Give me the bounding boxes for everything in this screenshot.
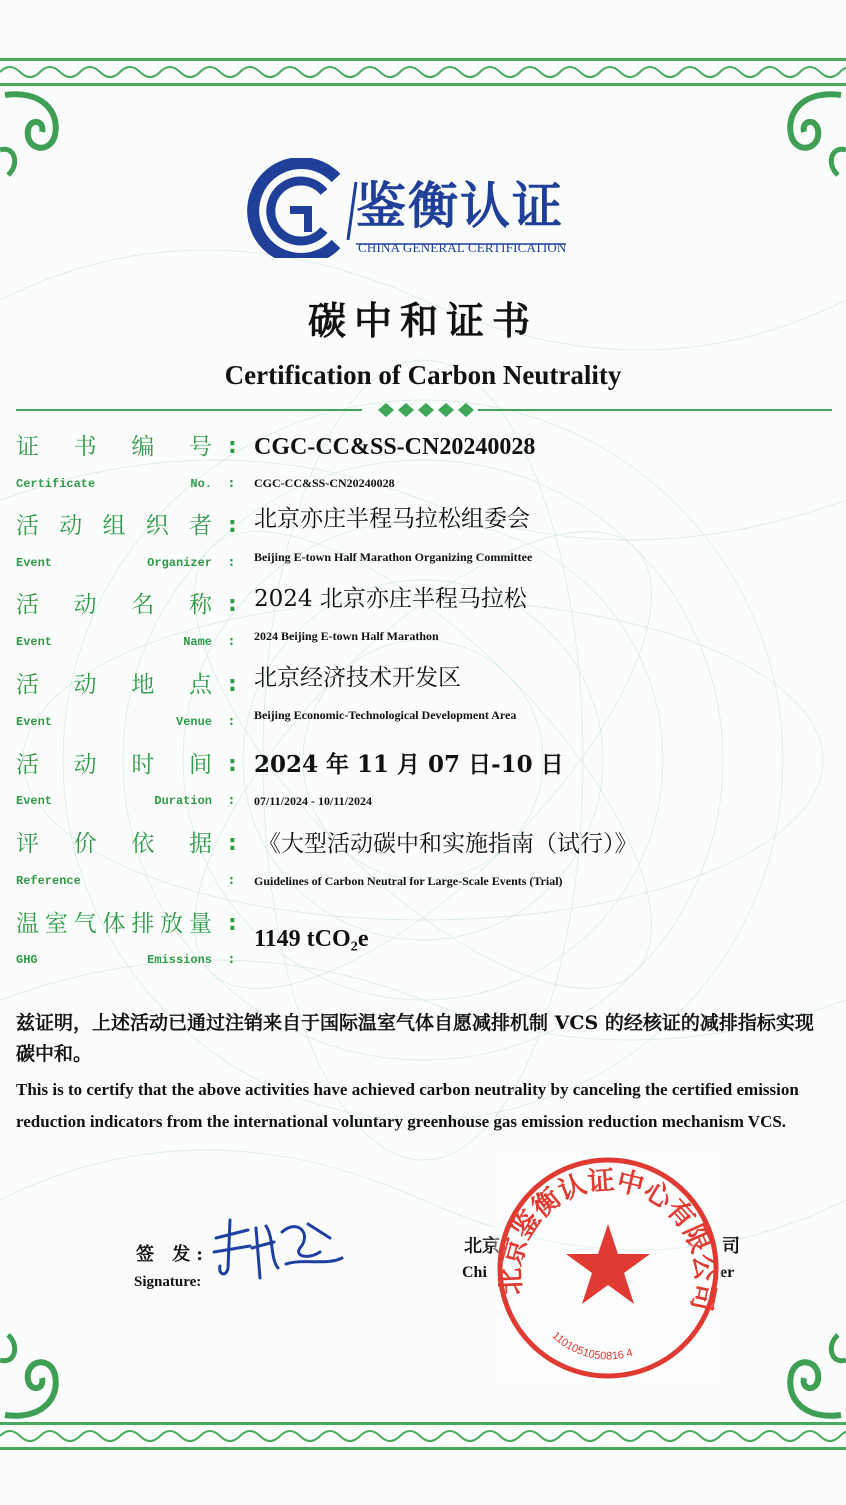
colon: : (229, 555, 234, 569)
field-value: 《大型活动碳中和实施指南（试行）》 (258, 831, 638, 857)
field-label-english: Event Venue (16, 715, 212, 729)
corner-ornament-top-right (756, 90, 846, 180)
field-value: 2024 年 11 月 07 日-10 日 (254, 751, 564, 778)
issuer-name-chinese-start: 北京 (464, 1236, 500, 1257)
corner-ornament-top-left (0, 90, 90, 180)
logo-name-english: CHINA GENERAL CERTIFICATION (358, 240, 567, 255)
handwritten-signature (208, 1208, 348, 1288)
field-label-chinese: 评价依据 (16, 831, 212, 857)
field-label-english: Certificate No. (16, 477, 212, 491)
field-value-english: Guidelines of Carbon Neutral for Large-Scale Events (Trial) (254, 874, 563, 888)
field-value-english: CGC-CC&SS-CN20240028 (254, 476, 395, 490)
field-value-english: Beijing E-town Half Marathon Organizing Committee (254, 550, 533, 564)
field-value-english: 07/11/2024 - 10/11/2024 (254, 794, 373, 808)
field-label-english: GHG Emissions (16, 953, 212, 967)
field-label-chinese: 活动组织者 (16, 513, 212, 539)
colon: : (228, 752, 237, 777)
issuer-name-english-end: er (720, 1264, 735, 1281)
colon: : (229, 873, 234, 887)
field-label-chinese: 活动时间 (16, 752, 212, 778)
colon: : (228, 831, 237, 856)
colon: : (229, 714, 234, 728)
colon: : (228, 911, 237, 936)
official-red-seal (494, 1154, 722, 1382)
field-label-english: Event Duration (16, 794, 212, 808)
certification-statement-english: This is to certify that the above activities have achieved carbon neutrality by canceling the certified emission reduction indicators from the international voluntary greenhouse gas emission reduction mechanism VCS. (16, 1080, 799, 1131)
bottom-ornamental-border (0, 1420, 846, 1452)
colon: : (228, 434, 237, 459)
issuer-name-chinese-end: 司 (722, 1236, 740, 1257)
corner-ornament-bottom-left (0, 1330, 90, 1420)
colon: : (228, 513, 237, 538)
field-value-english: 2024 Beijing E-town Half Marathon (254, 629, 439, 643)
colon: : (229, 634, 234, 648)
field-value: 1149 tCO₂e (254, 926, 369, 952)
field-value: CGC-CC&SS-CN20240028 (254, 434, 536, 460)
field-value-english: Beijing Economic-Technological Development Area (254, 708, 517, 722)
top-ornamental-border (0, 56, 846, 88)
certification-statement-chinese: 兹证明，上述活动已通过注销来自于国际温室气体自愿减排机制 VCS 的经核证的减排指标实现碳中和。 (16, 1012, 814, 1065)
field-value: 北京经济技术开发区 (254, 665, 461, 691)
title-divider (16, 400, 832, 420)
colon: : (228, 592, 237, 617)
field-label-english: Event Name (16, 635, 212, 649)
colon: : (228, 672, 237, 697)
colon: : (229, 952, 234, 966)
field-label-english: Reference (16, 874, 81, 888)
field-label-chinese: 活动地点 (16, 672, 212, 698)
field-label-chinese: 证书编号 (16, 434, 212, 460)
corner-ornament-bottom-right (756, 1330, 846, 1420)
seal-code: 1101051050816 4 (549, 1329, 635, 1363)
field-label-chinese: 活动名称 (16, 592, 212, 618)
issuer-name-english-start: Chi (462, 1264, 487, 1281)
certificate-title-chinese: 碳中和证书 (307, 298, 538, 343)
signature-label-english: Signature: (134, 1274, 202, 1290)
signature-label-chinese: 签 发: (136, 1244, 209, 1265)
field-label-chinese: 温室气体排放量 (16, 911, 212, 937)
certificate-title-english: Certification of Carbon Neutrality (224, 360, 622, 390)
field-value: 2024 北京亦庄半程马拉松 (254, 586, 527, 612)
field-label-english: Event Organizer (16, 556, 212, 570)
colon: : (229, 793, 234, 807)
logo-name-chinese: 鉴衡认证 (356, 177, 564, 235)
seal-ring-text: 北京鉴衡认证中心有限公司 (495, 1165, 721, 1314)
field-value: 北京亦庄半程马拉松组委会 (254, 506, 530, 532)
colon: : (229, 476, 234, 490)
